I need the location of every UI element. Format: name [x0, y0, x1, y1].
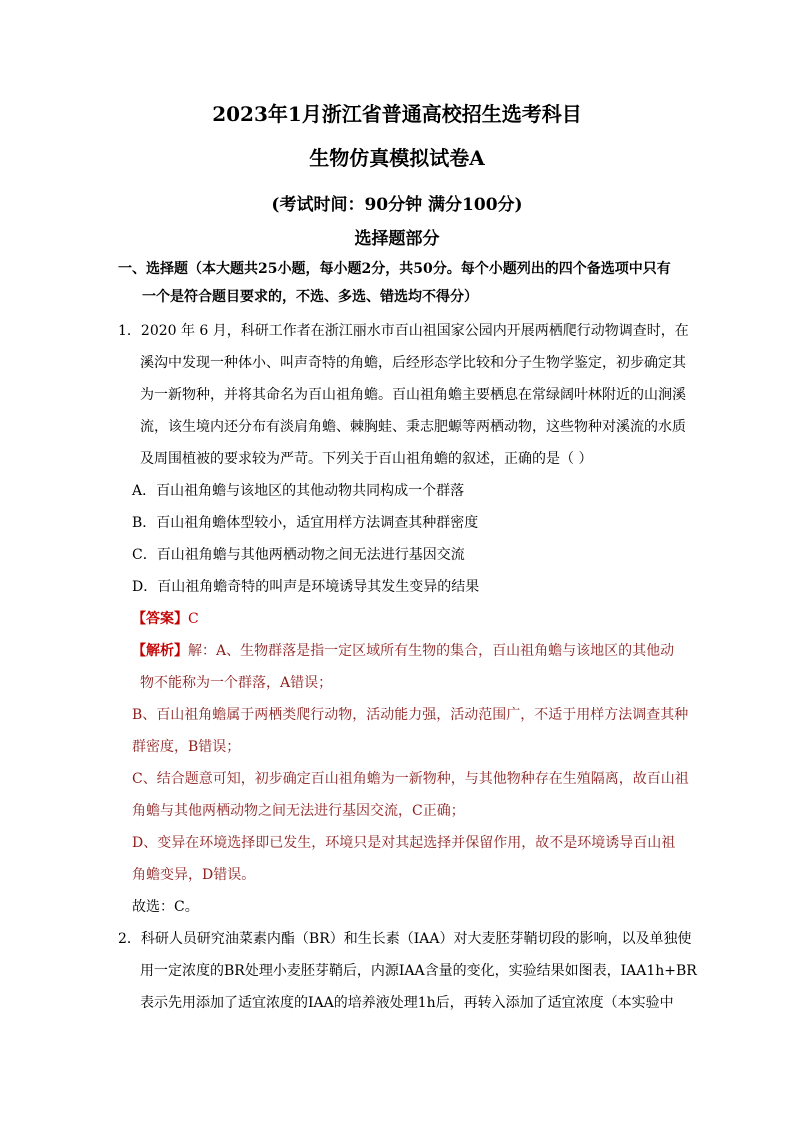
question1-line3: 为一新物种，并将其命名为百山祖角蟾。百山祖角蟾主要栖息在常绿阔叶林附近的山涧溪 [140, 387, 686, 403]
explanation-line: C、结合题意可知，初步确定百山祖角蟾为一新物种，与其他物种存在生殖隔离，故百山祖 [132, 771, 689, 787]
explanation-line: 群密度，B错误； [132, 739, 241, 755]
explanation-line: 角蟾变异，D错误。 [132, 867, 256, 883]
explanation-line: 解：A、生物群落是指一定区域所有生物的集合，百山祖角蟾与该地区的其他动 [188, 643, 675, 659]
explanation-line: D、变异在环境选择即已发生，环境只是对其起选择并保留作用，故不是环境诱导百山祖 [132, 835, 676, 851]
question2-line2: 用一定浓度的BR处理小麦胚芽鞘后，内源IAA含量的变化，实验结果如图表，IAA1h+BR [140, 963, 697, 979]
explanation-line: B、百山祖角蟾属于两栖类爬行动物，活动能力强，活动范围广，不适于用样方法调查其种 [132, 707, 689, 723]
explanation-line: 物不能称为一个群落，A错误； [140, 675, 333, 691]
part-title: 选择题部分 [354, 229, 440, 249]
conclusion: 故选：C。 [132, 899, 199, 915]
document-title: 2023年1月浙江省普通高校招生选考科目 [212, 102, 582, 126]
question2-line1: 2．科研人员研究油菜素内酯（BR）和生长素（IAA）对大麦胚芽鞘切段的影响，以及单独使 [118, 931, 692, 947]
answer-label: 【答案】 [132, 611, 188, 627]
option-d: D．百山祖角蟾奇特的叫声是环境诱导其发生变异的结果 [132, 579, 480, 595]
question1-line1: 1．2020 年 6 月，科研工作者在浙江丽水市百山祖国家公园内开展两栖爬行动物调查时，在 [118, 323, 689, 339]
answer-value: C [188, 611, 199, 627]
question1-line4: 流，该生境内还分布有淡肩角蟾、棘胸蛙、秉志肥螈等两栖动物，这些物种对溪流的水质 [140, 419, 686, 435]
document-subtitle: 生物仿真模拟试卷A [309, 146, 485, 170]
question1-line5: 及周围植被的要求较为严苛。下列关于百山祖角蟾的叙述，正确的是（ ） [140, 451, 593, 467]
explanation-label: 【解析】 [132, 643, 188, 659]
question2-line3: 表示先用添加了适宜浓度的IAA的培养液处理1h后，再转入添加了适宜浓度（本实验中 [140, 995, 674, 1011]
explanation-row-1 [132, 640, 674, 660]
section-heading-line1: 一、选择题（本大题共25小题，每小题2分，共50分。每个小题列出的四个备选项中只有 [118, 261, 671, 277]
section-heading-line2: 一个是符合题目要求的，不选、多选、错选均不得分） [142, 289, 478, 305]
question1-line2: 溪沟中发现一种体小、叫声奇特的角蟾，后经形态学比较和分子生物学鉴定，初步确定其 [140, 355, 686, 371]
explanation-line: 角蟾与其他两栖动物之间无法进行基因交流，C正确； [132, 803, 465, 819]
exam-info: (考试时间：90分钟 满分100分) [271, 195, 523, 215]
option-b: B．百山祖角蟾体型较小，适宜用样方法调查其种群密度 [132, 515, 479, 531]
answer-row [132, 608, 199, 628]
option-a: A．百山祖角蟾与该地区的其他动物共同构成一个群落 [132, 483, 465, 499]
option-c: C．百山祖角蟾与其他两栖动物之间无法进行基因交流 [132, 547, 465, 563]
